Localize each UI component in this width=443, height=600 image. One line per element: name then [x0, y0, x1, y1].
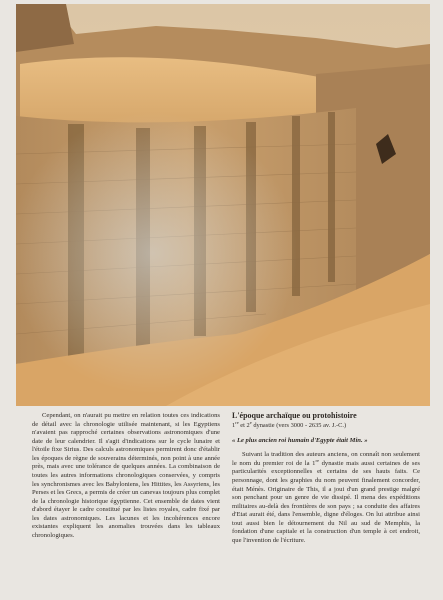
dynasty-sup-1: re [235, 420, 239, 426]
section-quote: « Le plus ancien roi humain d'Egypte était Min. » [232, 436, 368, 444]
dynasty-suffix: dynastie (vers 3000 - 2635 av. J.-C.) [251, 422, 347, 430]
fortress-ruins-photo [16, 4, 430, 406]
photo-illustration [16, 4, 430, 406]
dynasty-sup-2: e [249, 420, 252, 426]
chronology-paragraph: Cependant, on n'aurait pu mettre en relation toutes ces indications de détail avec la chronologie utilisée maintenant, si les Egyptiens n'avaient pas rapproché certaines observations astronomiques d'une date de leur calendrier. Il s'agit d'indications sur le cycle lunaire et l'étoile fixe Sirius. Des calculs astronomiques permirent donc d'établir les époques de règne de souverains déterminés, non point à une année près, mais avec une tolérance de quelques années. La combinaison de toutes les autres informations chronologiques conservées, y compris les synchronismes avec les Babyloniens, les Hittites, les Assyriens, les Perses et les Grecs, a permis de créer un canevas toujours plus complet de la chronologie historique égyptienne. Cet ensemble de dates vient d'abord étayer le cadre constitué par les listes royales, cadre fixé par les dates astronomiques. Les lacunes et les incohérences encore existantes expliquent les anomalies trouvées dans les tableaux chronologiques. [32, 412, 220, 539]
menes-paragraph [232, 451, 420, 545]
menes-text-1: Suivant la tradition des auteurs anciens, on connaît non seulement le nom du premier roi de la 1 [232, 451, 420, 467]
section-heading: L'époque archaïque ou protohistoire [232, 411, 357, 420]
dynasty-subtitle [232, 422, 420, 430]
menes-text-2: dynastie mais aussi certaines de ses particularités exceptionnelles et certains de ses hauts faits. Ce personnage, dont les graphies du nom peuvent finalement concorder, était Ménès. Originaire de This, il a joui d'un grand prestige malgré son penchant pour un genre de vie dissipé. Il mena des expéditions militaires au-delà des frontières de son pays ; sa conduite des affaires d'Etat aurait été, dans l'ensemble, digne d'éloges. On lui attribue ainsi tout aussi bien le détournement du Nil au sud de Memphis, la fondation d'une capitale et la construction d'un temple à cet endroit, que l'invention de l'écriture. [232, 459, 420, 544]
dynasty-prefix: 1 [232, 422, 236, 430]
dynasty-mid: et 2 [238, 422, 250, 430]
left-column [32, 412, 220, 540]
right-column [232, 412, 420, 545]
menes-sup: re [315, 457, 319, 463]
